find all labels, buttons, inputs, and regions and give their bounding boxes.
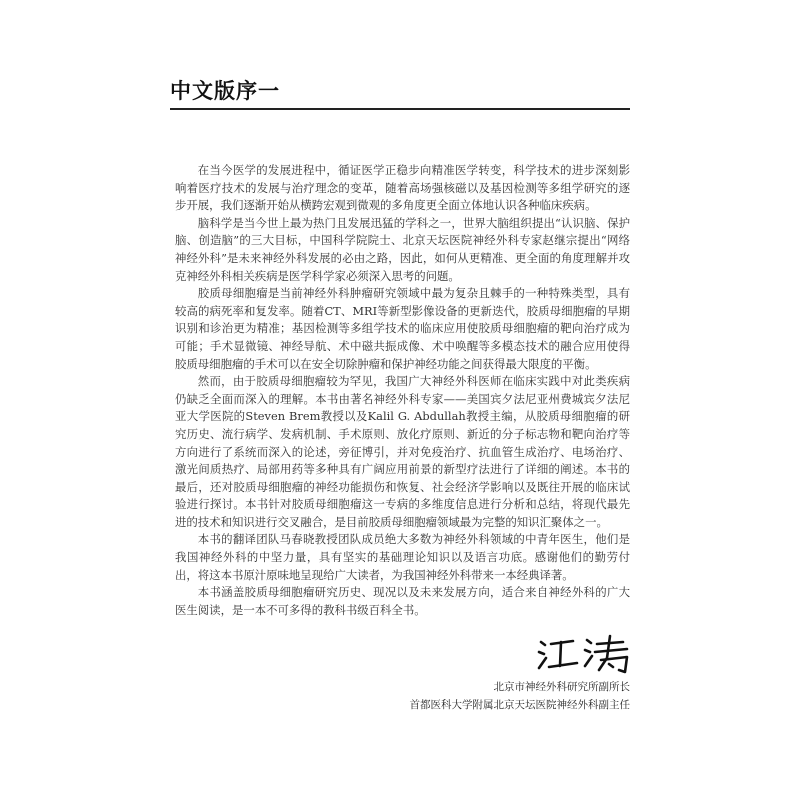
preface-body [175,162,630,619]
paragraph-2: 脑科学是当今世上最为热门且发展迅猛的学科之一，世界大脑组织提出“认识脑、保护脑、创造脑”的三大目标，中国科学院院士、北京天坛医院神经外科专家赵继宗提出“网络神经外科”是未来神经外科发展的必由之路，因此，如何从更精准、更全面的角度理解并攻克神经外科相关疾病是医学科学家必须深入思考的问题。 [175,215,630,283]
affiliation-line-2: 首都医科大学附属北京天坛医院神经外科副主任 [409,699,630,711]
paragraph-6: 本书涵盖胶质母细胞瘤研究历史、现况以及未来发展方向，适合来自神经外科的广大医生阅读，是一本不可多得的教科书级百科全书。 [175,585,630,617]
paragraph-3: 胶质母细胞瘤是当前神经外科肿瘤研究领域中最为复杂且棘手的一种特殊类型，具有较高的病死率和复发率。随着CT、MRI等新型影像设备的更新迭代，胶质母细胞瘤的早期识别和诊治更为精准；基因检测等多组学技术的临床应用使胶质母细胞瘤的靶向治疗成为可能；手术显微镜、神经导航、术中磁共振成像、术中唤醒等多模态技术的融合应用使得胶质母细胞瘤的手术可以在安全切除肿瘤和保护神经功能之间获得最大限度的平衡。 [175,286,630,371]
handwritten-signature [535,632,635,676]
title-block [170,78,630,110]
page-title: 中文版序一 [170,79,280,103]
paragraph-4: 然而，由于胶质母细胞瘤较为罕见，我国广大神经外科医师在临床实践中对此类疾病仍缺乏全面而深入的理解。本书由著名神经外科专家——美国宾夕法尼亚州费城宾夕法尼亚大学医院的Steven Brem教授以及Kalil G. Abdullah教授主编，从胶质母细胞瘤的研究历史、流行病学、发病机制、手术原则、放化疗原则、新近的分子标志物和靶向治疗等方向进行了系统而深入的论述，旁征博引，并对免疫治疗、抗血管生成治疗、电场治疗、激光间质热疗、局部用药等多种具有广阔应用前景的新型疗法进行了详细的阐述。本书的最后，还对胶质母细胞瘤的神经功能损伤和恢复、社会经济学影响以及既往开展的临床试验进行探讨。本书针对胶质母细胞瘤这一专病的多维度信息进行分析和总结，将现代最先进的技术和知识进行交叉融合，是目前胶质母细胞瘤领域最为完整的知识汇聚体之一。 [175,374,630,529]
paragraph-5: 本书的翻译团队马春晓教授团队成员绝大多数为神经外科领域的中青年医生，他们是我国神经外科的中坚力量，具有坚实的基础理论知识以及语言功底。感谢他们的勤劳付出，将这本书原汁原味地呈现给广大读者，为我国神经外科带来一本经典译著。 [175,532,630,582]
affiliation-line-1: 北京市神经外科研究所副所长 [493,681,630,693]
author-affiliation [410,678,631,714]
paragraph-1: 在当今医学的发展进程中，循证医学正稳步向精准医学转变，科学技术的进步深刻影响着医疗技术的发展与治疗理念的变革，随着高场强核磁以及基因检测等多组学研究的逐步开展，我们逐渐开始从横跨宏观到微观的多角度更全面立体地认识各种临床疾病。 [175,163,630,213]
title-underline [170,108,630,110]
